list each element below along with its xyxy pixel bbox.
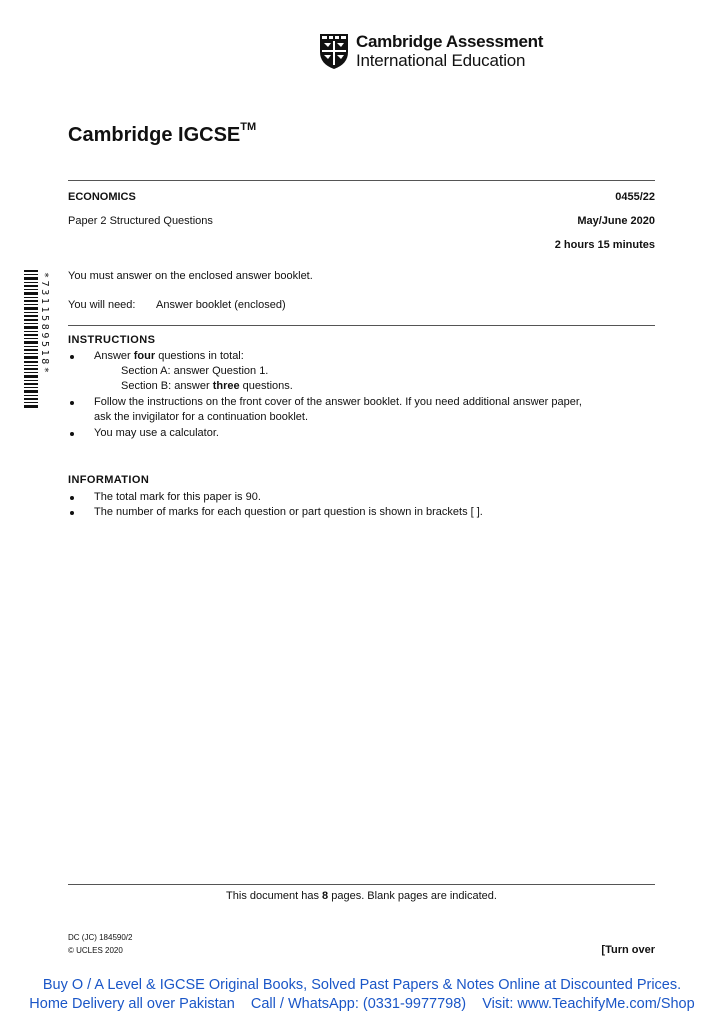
copyright: © UCLES 2020 [68, 946, 123, 955]
instr-1-bold: four [133, 350, 156, 362]
subject-label: ECONOMICS [68, 191, 136, 203]
promo-line-1: Buy O / A Level & IGCSE Original Books, Solved Past Papers & Notes Online at Discounted Prices. [42, 977, 682, 993]
bullet-icon [70, 432, 74, 436]
information-item-1: The total mark for this paper is 90. [94, 491, 261, 503]
bullet-icon [70, 401, 74, 405]
page-count-note [68, 890, 655, 902]
instr-1-pre: Answer [94, 350, 134, 362]
secb-post: questions. [239, 380, 293, 392]
pages-post: pages. Blank pages are indicated. [328, 890, 497, 902]
document-ref: DC (JC) 184590/2 [68, 933, 133, 942]
section-a-line: Section A: answer Question 1. [121, 365, 269, 377]
exam-session: May/June 2020 [577, 215, 655, 227]
need-label: You will need: [68, 299, 136, 311]
logo-line-1: Cambridge Assessment [356, 32, 544, 51]
section-b-line [121, 380, 293, 392]
pages-pre: This document has [226, 890, 323, 902]
information-item-2: The number of marks for each question or part question is shown in brackets [ ]. [94, 506, 483, 518]
exam-code: 0455/22 [615, 191, 655, 203]
instruction-item-2-line-1: Follow the instructions on the front cover of the answer booklet. If you need additional answer paper, [94, 396, 582, 408]
answer-instruction: You must answer on the enclosed answer booklet. [68, 270, 313, 282]
bullet-icon [70, 496, 74, 500]
barcode-digits-wrap [36, 272, 50, 410]
information-heading: INFORMATION [68, 474, 150, 486]
bullet-icon [70, 355, 74, 359]
need-value: Answer booklet (enclosed) [156, 299, 286, 311]
promo-line-2: Home Delivery all over Pakistan Call / WhatsApp: (0331-9977798) Visit: www.TeachifyMe.com/Shop [29, 996, 695, 1012]
barcode [24, 270, 52, 408]
barcode-marker-bottom: * [39, 366, 50, 376]
cambridge-logo [318, 32, 558, 72]
exam-title [68, 121, 257, 147]
exam-duration: 2 hours 15 minutes [554, 239, 655, 251]
bullet-icon [70, 511, 74, 515]
barcode-marker-top: * [39, 272, 50, 281]
barcode-digits: 7311589518 [39, 280, 50, 367]
instruction-item-1 [94, 350, 244, 362]
instr-1-post: questions in total: [155, 350, 244, 362]
instructions-heading: INSTRUCTIONS [68, 334, 156, 346]
secb-bold: three [212, 380, 240, 392]
mid-divider [68, 325, 655, 326]
shield-crest-icon [318, 32, 350, 70]
top-divider [68, 180, 655, 181]
exam-title-text: Cambridge IGCSE [68, 124, 241, 146]
instruction-item-2-line-2: ask the invigilator for a continuation booklet. [94, 411, 309, 423]
trademark-mark: TM [240, 121, 257, 133]
turn-over: [Turn over [601, 944, 655, 956]
bottom-divider [68, 884, 655, 885]
paper-name: Paper 2 Structured Questions [68, 215, 213, 227]
secb-pre: Section B: answer [121, 380, 213, 392]
logo-line-2: International Education [356, 51, 526, 70]
instruction-item-3: You may use a calculator. [94, 427, 219, 439]
pages-bold: 8 [322, 890, 329, 902]
